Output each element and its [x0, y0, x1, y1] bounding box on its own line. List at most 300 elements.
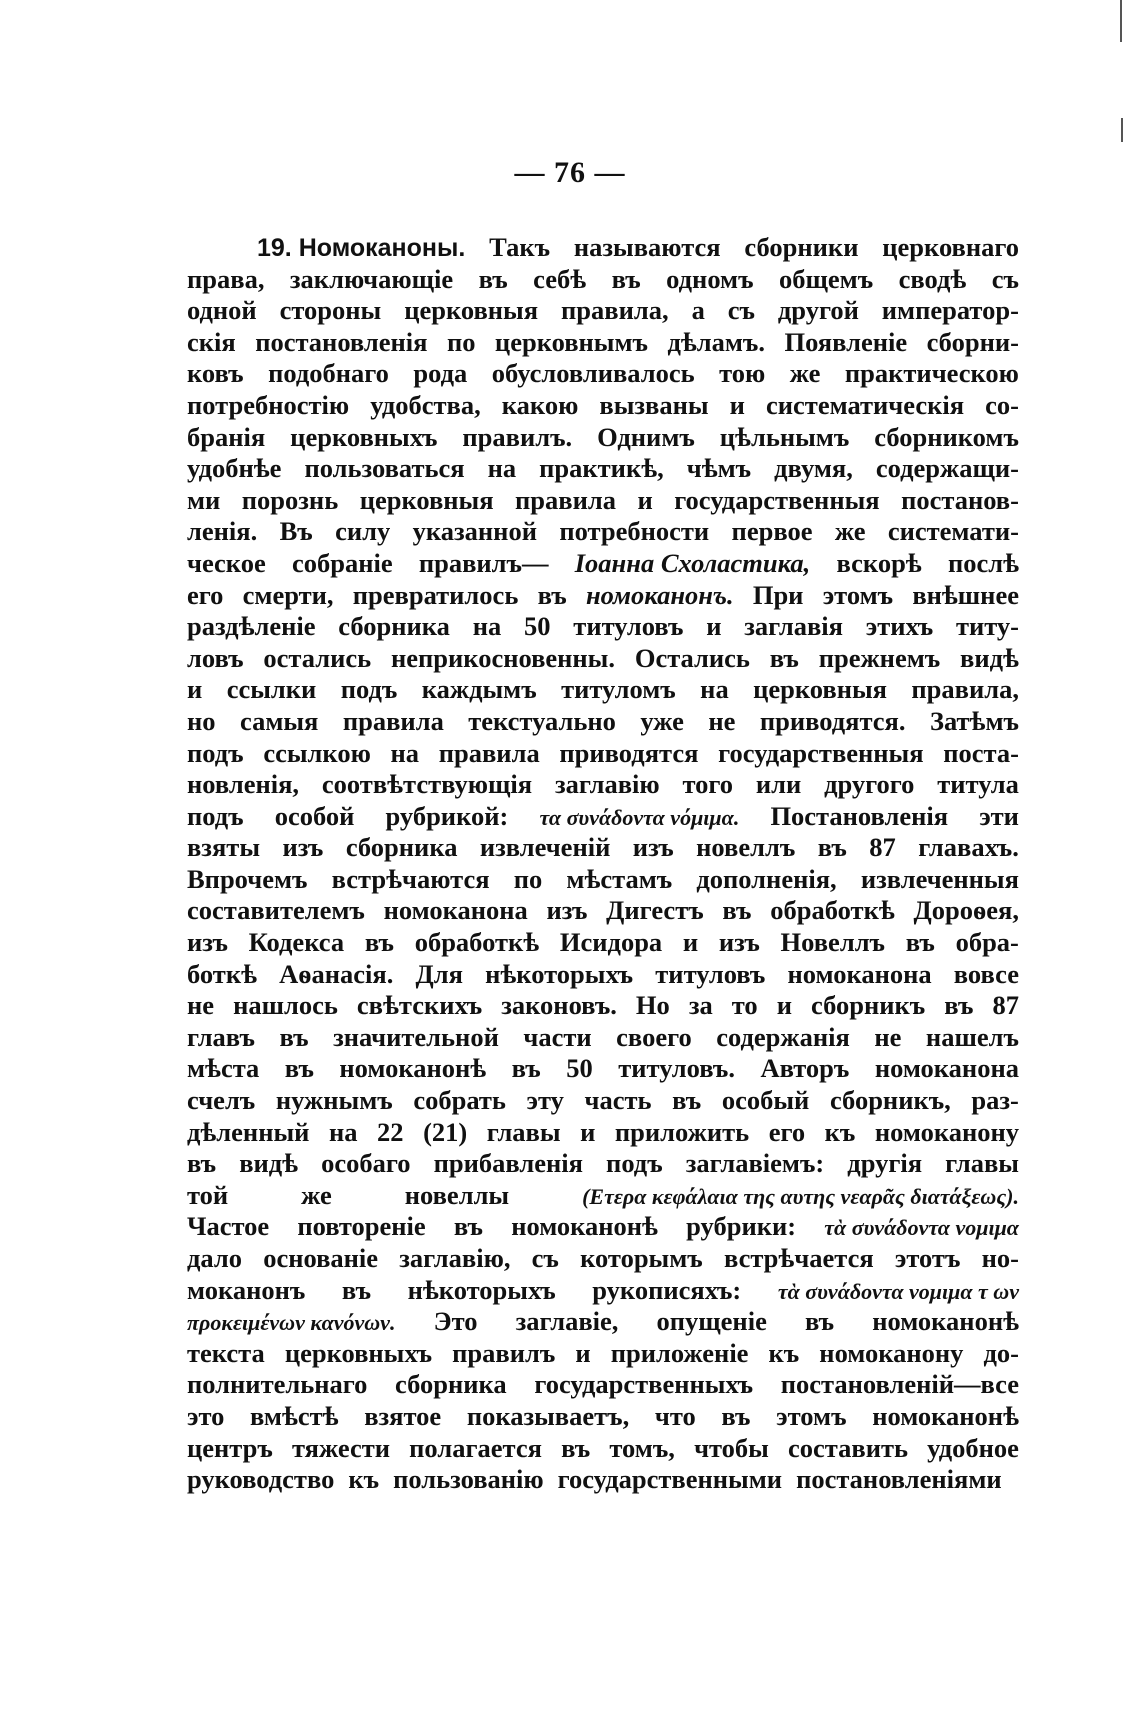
word: ссылкою: [263, 737, 371, 768]
text-line: [187, 1180, 1019, 1212]
word: на: [700, 674, 729, 705]
word: которымъ: [580, 1243, 703, 1273]
word: въ: [364, 927, 394, 958]
word: собраніе: [291, 547, 393, 578]
word: его: [187, 579, 224, 610]
word: извлеченій: [479, 832, 611, 863]
word: показываетъ,: [466, 1400, 630, 1431]
word: поста-: [943, 737, 1019, 768]
word: въ: [817, 832, 847, 863]
text-line: [187, 1022, 1019, 1054]
word: въ: [804, 1306, 835, 1337]
word: рода: [413, 358, 468, 389]
word: заглавіемъ:: [685, 1148, 825, 1179]
word: же: [301, 1179, 332, 1210]
word: подъ: [340, 674, 398, 705]
word: сборника: [395, 1369, 507, 1400]
word: на: [487, 453, 517, 484]
word: особаго: [321, 1148, 411, 1179]
word: Дигестъ: [606, 895, 704, 926]
word: приложеніе: [610, 1337, 749, 1368]
word: ленія.: [187, 516, 258, 547]
word: этомъ: [822, 579, 894, 610]
word: Исидора: [559, 927, 663, 958]
word: церковныхъ: [284, 1337, 433, 1368]
word: въ: [478, 263, 508, 294]
word: взятое: [364, 1400, 442, 1431]
word: практическою: [844, 358, 1019, 389]
word: въ: [279, 1021, 309, 1052]
word: основаніе: [263, 1243, 379, 1273]
word: въ: [537, 579, 567, 610]
word: же: [834, 516, 866, 547]
word: новленія,: [187, 769, 300, 800]
word: пользоваться: [304, 453, 465, 484]
word: 50: [566, 1053, 593, 1084]
word: номоканона: [787, 958, 932, 989]
word: Затѣмъ: [929, 705, 1019, 736]
word: моканонъ: [187, 1274, 306, 1305]
word: изъ: [718, 927, 760, 958]
word: въ: [721, 1400, 751, 1431]
word: порознь: [241, 484, 339, 515]
word: Остались: [634, 642, 750, 673]
word: постановленіями: [796, 1464, 1002, 1495]
word: церковныхъ: [290, 421, 438, 452]
word: прибавленія: [433, 1148, 583, 1179]
word: центръ: [187, 1432, 273, 1463]
word: приводятся: [559, 737, 699, 768]
word: не: [187, 990, 215, 1021]
text-line: [187, 1275, 1019, 1307]
word: постановленія: [255, 326, 428, 357]
word: бранія: [187, 421, 266, 452]
word: правила: [342, 705, 444, 736]
text-line: [187, 1085, 1019, 1117]
word: При: [752, 579, 804, 610]
word: значительной: [333, 1021, 499, 1052]
word: къ: [348, 1464, 380, 1495]
word: номоканонѣ: [339, 1053, 487, 1084]
word: титула: [937, 769, 1019, 800]
word: обусловливалось: [491, 358, 695, 389]
word: государственными: [557, 1464, 783, 1495]
greek-term: τα συνάδοντα νόμιμα.: [539, 804, 740, 830]
word: въ: [187, 1148, 217, 1179]
word: главъ: [187, 1021, 255, 1052]
word: свѣтскихъ: [356, 990, 483, 1021]
word: въ: [511, 1053, 541, 1084]
word: а: [691, 295, 705, 326]
word: мѣстамъ: [566, 863, 673, 894]
word: собрать: [413, 1085, 506, 1116]
word: приложить: [614, 1116, 750, 1147]
word: другой: [777, 295, 859, 326]
word: Это: [433, 1306, 478, 1337]
text-line: [187, 1369, 1019, 1401]
word: этотъ: [894, 1243, 961, 1273]
word: силу: [335, 516, 391, 547]
text-line: [187, 959, 1019, 991]
word: номоканону: [819, 1337, 964, 1368]
word: главы: [945, 1148, 1019, 1179]
word: въ: [905, 927, 935, 958]
word: ковъ: [187, 358, 244, 389]
section-heading: 19. Номоканоны.: [257, 234, 466, 262]
word: сборника: [345, 832, 458, 863]
word: дѣленный: [187, 1116, 310, 1147]
word: тою: [719, 358, 766, 389]
word: составителемъ: [187, 895, 365, 926]
word: ссылки: [226, 674, 317, 705]
word: за: [688, 990, 713, 1021]
word: нѣкоторыхъ: [407, 1274, 556, 1305]
word: мѣста: [187, 1053, 260, 1084]
word: сборники: [744, 232, 859, 262]
word: двумя,: [774, 453, 853, 484]
word: заключающіе: [289, 263, 454, 294]
word: на: [472, 611, 502, 642]
word: Аѳанасія.: [279, 958, 394, 989]
word: удобное: [927, 1432, 1019, 1463]
italic-term: номоканонъ.: [585, 579, 734, 610]
greek-term: προκειμένων κανόνων.: [187, 1310, 396, 1336]
word: указанной: [412, 516, 537, 547]
word: съ: [727, 295, 755, 326]
text-line: [187, 390, 1019, 422]
word: извлеченныя: [860, 863, 1019, 894]
word: правилъ: [452, 1337, 556, 1368]
word: вызваны: [599, 389, 709, 420]
word: ловъ: [187, 642, 244, 673]
word: часть: [584, 1085, 652, 1116]
word: въ: [672, 1085, 702, 1116]
word: заглавію,: [399, 1243, 511, 1273]
text-line: [187, 1211, 1019, 1243]
word: сборникъ: [811, 990, 926, 1021]
text-line: [187, 1148, 1019, 1180]
word: удобнѣе: [187, 453, 282, 484]
word: той: [187, 1179, 229, 1210]
word: изъ: [632, 832, 674, 863]
word: въ: [944, 990, 974, 1021]
word: то: [731, 990, 758, 1021]
word: правила,: [911, 674, 1019, 705]
word: же: [789, 358, 821, 389]
word: на: [328, 1116, 358, 1147]
word: сборникъ,: [829, 1085, 951, 1116]
word: встрѣчается: [723, 1243, 874, 1273]
word: заглавія: [744, 611, 843, 642]
word: Постановленія: [770, 800, 949, 831]
word: и: [706, 611, 722, 642]
word: въ: [284, 1053, 314, 1084]
word: части: [523, 1021, 592, 1052]
text-line: [187, 927, 1019, 959]
word: и: [187, 674, 203, 705]
word: новеллъ: [696, 832, 796, 863]
word: нашелъ: [925, 1021, 1019, 1052]
word: эту: [526, 1085, 564, 1116]
word: неприкосновенны.: [390, 642, 615, 673]
word: составить: [788, 1432, 909, 1463]
word: соотвѣтствующія: [321, 769, 533, 800]
word: Такъ: [489, 232, 551, 262]
word: полагается: [409, 1432, 542, 1463]
word: остались: [263, 642, 372, 673]
word: изъ: [187, 927, 228, 958]
text-line: [187, 674, 1019, 706]
word: заглавію: [554, 769, 660, 800]
word: 87: [992, 990, 1019, 1021]
text-line: [187, 611, 1019, 643]
word: государственныя: [718, 737, 924, 768]
word: видѣ: [239, 1148, 299, 1179]
word: его: [768, 1116, 806, 1147]
word: въ: [769, 642, 799, 673]
text-line: [187, 864, 1019, 896]
text-line: [187, 453, 1019, 485]
word: государственныхъ: [534, 1369, 754, 1400]
word: практикѣ,: [539, 453, 664, 484]
word: съ: [531, 1243, 559, 1273]
text-line: [187, 738, 1019, 770]
word: удобства,: [370, 389, 481, 420]
word: церковнаго: [882, 232, 1019, 262]
word: другія: [847, 1148, 923, 1179]
word: нашлось: [233, 990, 338, 1021]
word: или: [755, 769, 802, 800]
word: Новеллъ: [780, 927, 886, 958]
word: но: [187, 705, 216, 736]
word: по: [446, 326, 476, 357]
word: и: [729, 389, 745, 420]
page-number: — 76 —: [514, 156, 626, 189]
word: нѣкоторыхъ: [485, 958, 634, 989]
text-line: [187, 643, 1019, 675]
word: сборни-: [926, 326, 1019, 357]
word: видѣ: [960, 642, 1019, 673]
word: Въ: [279, 516, 313, 547]
text-line: [187, 1464, 1019, 1496]
word: каждымъ: [421, 674, 537, 705]
word: что: [654, 1400, 696, 1431]
word: дополненія,: [696, 863, 837, 894]
word: системати-: [887, 516, 1019, 547]
word: къ: [768, 1337, 800, 1368]
word: правилъ.: [462, 421, 573, 452]
word: номоканонѣ: [872, 1306, 1019, 1337]
text-line: [187, 769, 1019, 801]
word: уже: [640, 705, 684, 736]
word: со-: [985, 389, 1019, 420]
word: подъ: [606, 1148, 663, 1179]
word: приводятся.: [759, 705, 906, 736]
word: обра-: [955, 927, 1019, 958]
word: Но: [635, 990, 670, 1021]
word: того: [682, 769, 734, 800]
word: въ: [341, 1274, 372, 1305]
word: чѣмъ: [686, 453, 752, 484]
text-line: [187, 327, 1019, 359]
word: ческое: [187, 547, 266, 578]
text-line: [187, 1053, 1019, 1085]
word: ми: [187, 484, 221, 515]
word: первое: [731, 516, 813, 547]
text-line: [187, 1401, 1019, 1433]
text-line: [187, 1306, 1019, 1338]
word: взяты: [187, 832, 261, 863]
text-line: [187, 516, 1019, 548]
word: потребности: [559, 516, 710, 547]
word: опущеніе: [656, 1306, 767, 1337]
word: сборникомъ: [874, 421, 1019, 452]
word: и: [580, 1116, 596, 1147]
word: титу-: [955, 611, 1019, 642]
word: боткѣ: [187, 958, 257, 989]
word: обработкѣ: [414, 927, 540, 958]
word: Для: [415, 958, 463, 989]
word: подъ: [187, 737, 244, 768]
word: руководство: [187, 1464, 335, 1495]
word: Впрочемъ: [187, 863, 308, 894]
word: называются: [573, 232, 721, 262]
word: главы: [486, 1116, 561, 1147]
word: и: [682, 927, 699, 958]
word: Дороѳея,: [913, 895, 1019, 926]
word: скія: [187, 326, 236, 357]
word: своего: [616, 1021, 692, 1052]
word: изъ: [546, 895, 588, 926]
text-line: [187, 990, 1019, 1022]
word: это: [187, 1400, 225, 1431]
word: правила: [515, 484, 616, 515]
word: тяжести: [291, 1432, 390, 1463]
word: вмѣстѣ: [250, 1400, 339, 1431]
text-line: [187, 1338, 1019, 1370]
word: не: [708, 705, 736, 736]
word: одной: [187, 295, 257, 326]
word: номоканона: [874, 1053, 1019, 1084]
word: раздѣленіе: [187, 611, 316, 642]
word: въ: [722, 895, 752, 926]
word: какою: [501, 389, 579, 420]
word: самыя: [239, 705, 319, 736]
word: постанов-: [901, 484, 1019, 515]
word: церковнымъ: [494, 326, 648, 357]
word: въ: [561, 1432, 591, 1463]
word: титуловъ.: [618, 1053, 735, 1084]
word: послѣ: [947, 547, 1019, 578]
text-line: [187, 1117, 1019, 1149]
word: текста: [187, 1337, 265, 1368]
scan-edge-mark: [1121, 118, 1123, 142]
word: заглавіе,: [515, 1306, 619, 1337]
word: чтобы: [694, 1432, 769, 1463]
word: смерти,: [242, 579, 334, 610]
word: прежнемъ: [818, 642, 941, 673]
word: особой: [274, 800, 355, 831]
word: не: [874, 1021, 902, 1052]
text-line: [187, 801, 1019, 833]
text-line: [187, 485, 1019, 517]
word: до-: [983, 1337, 1019, 1368]
word: главахъ.: [918, 832, 1019, 863]
word: Однимъ: [597, 421, 695, 452]
word: 87: [869, 832, 896, 863]
word: подъ: [187, 800, 244, 831]
word: систематическія: [766, 389, 965, 420]
text-line: [187, 1243, 1019, 1275]
word: этихъ: [865, 611, 934, 642]
word: текстуально: [468, 705, 616, 736]
word: изъ: [282, 832, 324, 863]
word: общемъ: [779, 263, 874, 294]
word: Авторъ: [760, 1053, 850, 1084]
word: титуломъ: [561, 674, 676, 705]
word: законовъ.: [501, 990, 617, 1021]
word: постановленій—все: [780, 1369, 1019, 1400]
text-line: [187, 895, 1019, 927]
word: номоканона: [383, 895, 528, 926]
word: нужнымъ: [275, 1085, 393, 1116]
word: номоканону: [874, 1116, 1019, 1147]
word: рубрикой:: [385, 800, 509, 831]
word: церковныя: [404, 295, 539, 326]
word: дало: [187, 1243, 243, 1273]
word: одномъ: [666, 263, 754, 294]
word: номоканонѣ: [872, 1400, 1019, 1431]
text-line: [187, 295, 1019, 327]
text-line: [187, 706, 1019, 738]
word: другого: [824, 769, 915, 800]
word: обработкѣ: [770, 895, 895, 926]
word: Частое: [187, 1211, 270, 1242]
text-line: [187, 548, 1019, 580]
word: эти: [979, 800, 1019, 831]
word: на: [390, 737, 420, 768]
word: счелъ: [187, 1085, 256, 1116]
word: новеллы: [404, 1179, 510, 1210]
text-line: [187, 832, 1019, 864]
text-line: [187, 264, 1019, 296]
text-line: [187, 232, 1019, 264]
word: и: [637, 484, 653, 515]
word: пользованію: [393, 1464, 544, 1495]
word: рукописяхъ:: [592, 1274, 742, 1305]
word: содержащи-: [875, 453, 1019, 484]
text-line: [187, 358, 1019, 390]
word: встрѣчаются: [331, 863, 490, 894]
word: сводѣ: [898, 263, 967, 294]
word: (21): [423, 1116, 468, 1147]
word: церковныя: [753, 674, 887, 705]
word: права,: [187, 263, 265, 294]
word: томъ,: [609, 1432, 675, 1463]
word: раз-: [971, 1085, 1019, 1116]
body-paragraph: [187, 232, 1019, 1496]
word: повтореніе: [297, 1211, 426, 1242]
word: государственныя: [674, 484, 880, 515]
scan-edge-mark: [1120, 0, 1122, 42]
word: правила: [438, 737, 540, 768]
word: но-: [981, 1243, 1019, 1273]
word: 50: [524, 611, 551, 642]
word: себѣ: [533, 263, 587, 294]
word: внѣшнее: [912, 579, 1019, 610]
word: титуловъ: [573, 611, 684, 642]
word: превратилось: [352, 579, 519, 610]
